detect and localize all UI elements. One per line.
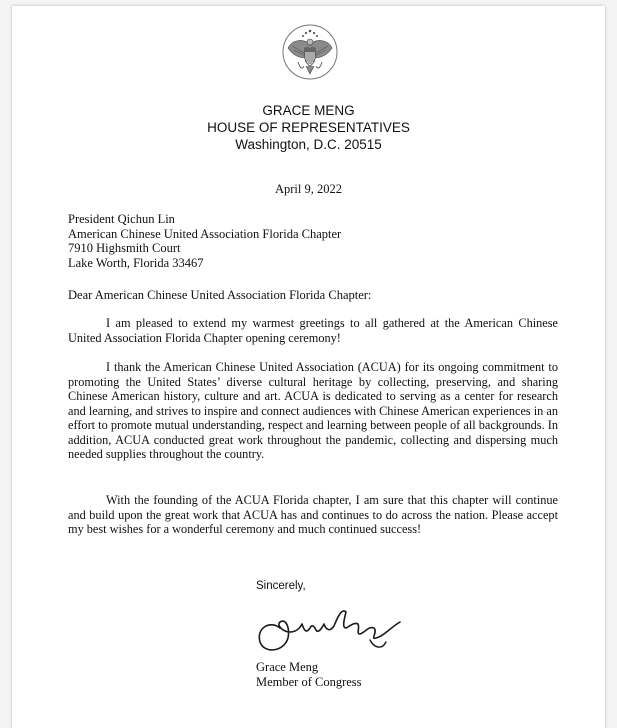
signer-name: Grace Meng (256, 660, 319, 674)
recipient-street: 7910 Highsmith Court (68, 241, 181, 255)
closing: Sincerely, (256, 580, 306, 592)
paragraph-acua-thanks: I thank the American Chinese United Association (ACUA) for its ongoing commitment to promoting the United States’ diverse cultural heritage by collecting, preserving, and sharing Chinese American history, culture and art. ACUA is dedicated to serving as a center for research and learning, and strives to inspire and connect audiences with Chinese American experiences in an effort to promote mutual understanding, respect and learning between people of all backgrounds. In addition, ACUA conducted great work throughout the pandemic, collecting and dispersing much needed supplies throughout the country. (68, 360, 559, 461)
signer-block (256, 660, 362, 690)
paragraph-founding: With the founding of the ACUA Florida chapter, I am sure that this chapter will continue and build upon the great work that ACUA has and continues to do across the nation. Please accept my best wishes for a wonderful ceremony and much continued success! (68, 493, 558, 536)
handwritten-signature (250, 598, 420, 660)
salutation: Dear American Chinese United Association Florida Chapter: (68, 288, 372, 302)
letter-date: April 9, 2022 (274, 182, 342, 196)
recipient-organization: American Chinese United Association Florida Chapter (68, 226, 342, 241)
letterhead-office: HOUSE OF REPRESENTATIVES (207, 120, 410, 135)
recipient-name: President Qichun Lin (68, 212, 175, 226)
recipient-city: Lake Worth, Florida 33467 (68, 255, 204, 270)
paragraph-greeting: I am pleased to extend my warmest greetings to all gathered at the American Chinese United Association Florida Chapter opening ceremony! (68, 316, 558, 345)
recipient-address (68, 212, 341, 270)
great-seal-eagle-icon (282, 24, 338, 80)
letterhead (12, 102, 605, 153)
letter-page (12, 6, 605, 728)
signer-title: Member of Congress (256, 675, 362, 689)
letterhead-city: Washington, D.C. 20515 (235, 137, 382, 152)
letterhead-name: GRACE MENG (262, 103, 355, 118)
